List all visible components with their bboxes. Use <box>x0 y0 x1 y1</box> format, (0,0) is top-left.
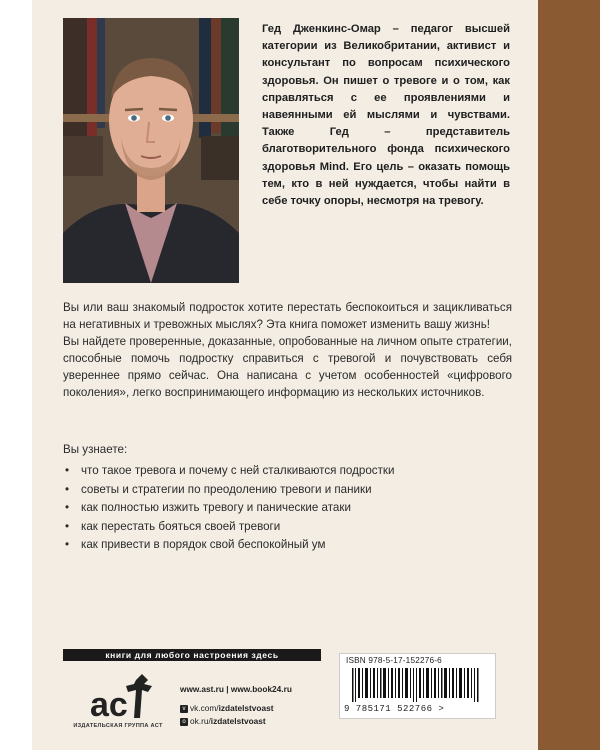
learn-list <box>63 462 503 555</box>
ast-logo-icon <box>82 670 162 728</box>
isbn-label: ISBN 978-5-17-152276-6 <box>346 656 442 665</box>
list-item-text: советы и стратегии по преодолению тревоги и паники <box>81 482 372 496</box>
vk-handle: izdatelstvoast <box>218 703 274 713</box>
book-spine <box>538 0 600 750</box>
list-item-text: как перестать бояться своей тревоги <box>81 519 281 533</box>
author-portrait-illustration <box>63 18 239 283</box>
vk-prefix: vk.com/ <box>190 703 219 713</box>
author-bio: Гед Дженкинс-Омар – педагог высшей категории из Великобритании, активист и консультант по вопросам психического здоровья. Он пишет о тревоге и о том, как справляться с ее проявлениями и навеянными ей мыслями и чувствами. Также Гед – представитель благотворительного фонда психического здоровья Mind. Его цель – оказать помощь тем, кто в ней нуждается, чтобы найти в себе точку опоры, несмотря на тревогу. <box>262 23 510 208</box>
list-item-text: как полностью изжить тревогу и панические атаки <box>81 501 351 515</box>
vk-icon: v <box>180 705 188 713</box>
barcode-box <box>339 653 496 719</box>
list-item-text: как привести в порядок свой беспокойный ум <box>81 538 326 552</box>
publisher-logo <box>82 670 162 728</box>
book-description <box>63 299 512 401</box>
list-item-text: что такое тревога и почему с ней сталкиваются подростки <box>81 464 395 477</box>
barcode-icon <box>352 668 484 702</box>
barcode-digits: 9 785171 522766 > <box>344 704 445 714</box>
learn-heading: Вы узнаете: <box>63 443 128 456</box>
bullet: • <box>65 519 70 533</box>
bullet: • <box>65 464 70 477</box>
svg-text:ас: ас <box>90 686 128 724</box>
ok-handle: izdatelstvoast <box>210 716 266 726</box>
bullet: • <box>65 538 70 552</box>
author-photo <box>63 18 239 283</box>
list-item <box>63 462 503 481</box>
list-item <box>63 536 503 555</box>
ok-link[interactable] <box>180 716 266 726</box>
bullet: • <box>65 482 70 496</box>
intro-paragraph-1: Вы или ваш знакомый подросток хотите перестать беспокоиться и зацикливаться на негативных и тревожных мыслях? Эта книга поможет изменить вашу жизнь! <box>63 301 512 331</box>
bullet: • <box>65 501 70 515</box>
vk-link[interactable] <box>180 703 273 713</box>
list-item <box>63 499 503 518</box>
publisher-name: ИЗДАТЕЛЬСКАЯ ГРУППА АСТ <box>73 723 163 729</box>
ok-icon: o <box>180 718 188 726</box>
tagline-bar: книги для любого настроения здесь <box>63 649 321 661</box>
ok-prefix: ok.ru/ <box>190 716 211 726</box>
websites[interactable]: www.ast.ru | www.book24.ru <box>180 684 292 694</box>
list-item <box>63 518 503 537</box>
list-item <box>63 481 503 500</box>
intro-paragraph-2: Вы найдете проверенные, доказанные, опробованные на личном опыте стратегии, способные помочь подростку справиться с тревогой и почувствовать себя увереннее прямо сейчас. Она написана с учетом особенностей «цифрового поколения», легко воспринимающего информацию из нескольких источников. <box>63 335 512 399</box>
